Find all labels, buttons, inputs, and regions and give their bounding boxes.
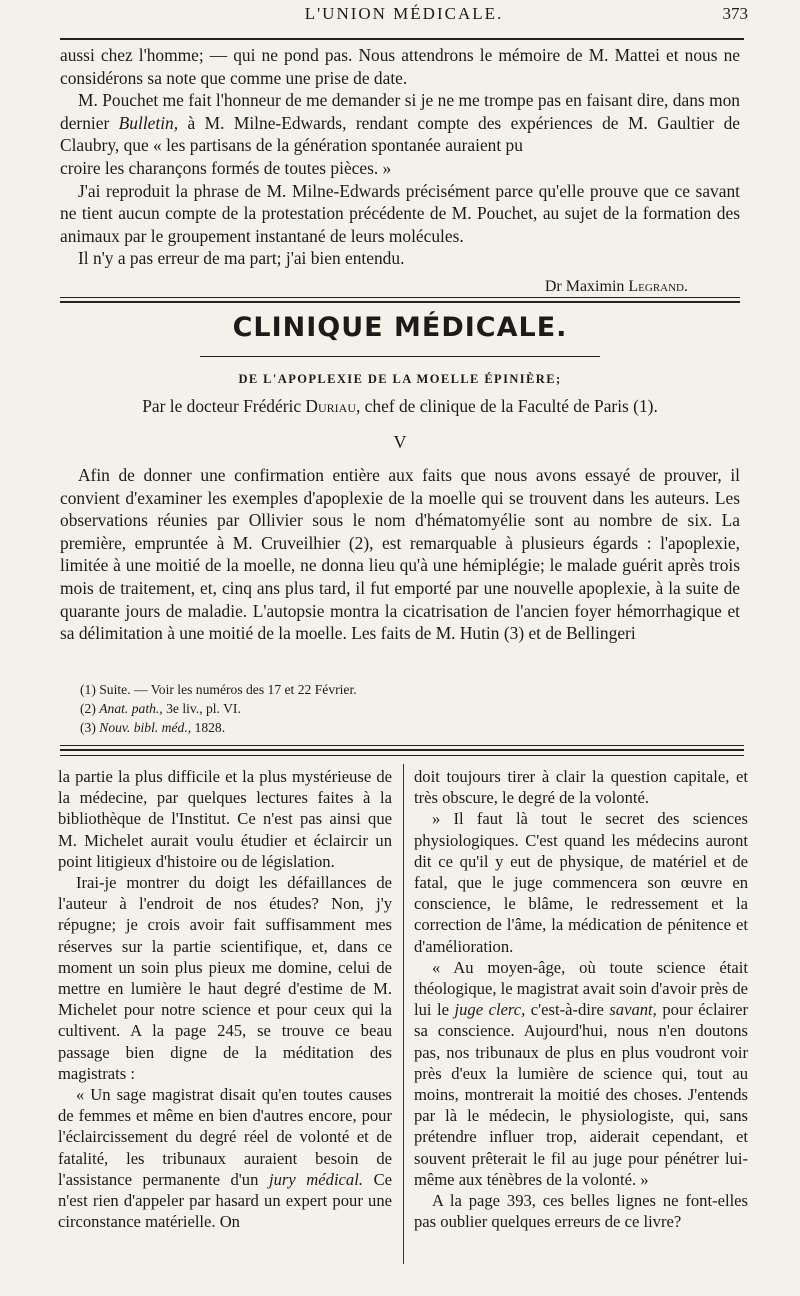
- signature: [60, 276, 740, 299]
- article-title: DE L'APOPLEXIE DE LA MOELLE ÉPINIÈRE;: [238, 372, 562, 386]
- text: à M. Milne-Edwards, rendant compte des expériences de M. Gaultier de Claubry, que « les partisans de la génération spontanée auraient pu: [60, 112, 740, 156]
- author-name: Duriau: [305, 396, 356, 416]
- feuilleton-rule-top-3: [60, 755, 744, 756]
- paragraph: [414, 957, 748, 1190]
- paragraph: Il n'y a pas erreur de ma part; j'ai bien entendu.: [78, 248, 405, 269]
- paragraph: » Il faut là tout le secret des sciences physiologiques. C'est quand les médecins auront dit ce qu'il y eut de physique, de matériel et de fatal, que le juge commencera son œuvre en conscience, le blâme, le redressement et la correction de l'âme, la médication de pénitence et d'amélioration.: [414, 809, 748, 956]
- article-body: [60, 464, 740, 645]
- running-header: [60, 4, 748, 34]
- feuilleton-rule-top: [60, 745, 744, 746]
- byline-text: , chef de clinique de la Faculté de Paris (1).: [355, 396, 658, 416]
- paragraph: doit toujours tirer à clair la question capitale, et très obscure, le degré de la volonté.: [414, 767, 748, 808]
- byline-text: Par le docteur Frédéric: [142, 396, 306, 416]
- section-rule-top: [60, 297, 740, 298]
- italic-text: juge clerc,: [454, 1000, 526, 1020]
- column-divider: [403, 764, 404, 1264]
- quote-text: Ce n'est rien d'appeler par hasard un expert pour une circonstance matérielle. On: [58, 1169, 393, 1232]
- italic-text: jury médical.: [268, 1169, 363, 1189]
- text: M. Pouchet me fait l'honneur de me demander si je ne me trompe pas en faisant dire, dans mon dernier: [60, 90, 740, 133]
- footnote-number: (2): [80, 701, 100, 716]
- footnote-text: , 3e liv., pl. VI.: [159, 701, 241, 716]
- paragraph: Irai-je montrer du doigt les défaillances de l'auteur à l'endroit de nos études? Non, j'y répugne; je crois avoir fait suffisamment mes réserves sur la partie scientifique, et, dans ce moment un soin plus pieux me domine, celui de mettre en lumière le haut degré d'estime de M. Michelet pour notre science et pour ceux qui la cultivent. A la page 245, se trouve ce beau passage bien digne de la méditation des magistrats :: [58, 873, 392, 1083]
- paragraph: J'ai reproduit la phrase de M. Milne-Edwards précisément parce qu'elle prouve que ce savant ne tient aucun compte de la protestation précédente de M. Pouchet, au sujet de la formation des animaux par le groupement instantané de leurs molécules.: [60, 180, 740, 246]
- quote-text: « Un sage magistrat disait qu'en toutes causes de femmes et même en bien d'autres encore, pour l'éclaircissement du degré réel de volonté et de fatalité, les tribunaux auraient besoin de l'assistance permanente d'un: [58, 1085, 392, 1189]
- footnote: [80, 699, 700, 718]
- footnote: [80, 718, 700, 737]
- paragraph: Afin de donner une confirmation entière aux faits que nous avons essayé de prouver, il convient d'examiner les exemples d'apoplexie de la moelle qui se trouvent dans les auteurs. Les observations réunies par Ollivier sous le nom d'hématomyélie sont au nombre de six. La première, empruntée à M. Cruveilhier (2), est remarquable à plusieurs égards : l'apoplexie, limitée à une moitié de la moelle, ne donna lieu qu'à une hémiplégie; le malade guérit après trois mois de traitement, et, cinq ans plus tard, il fut emporté par une nouvelle apoplexie, à la suite de quarante jours de maladie. L'autopsie montra la cicatrisation de l'ancien foyer hémorrhagique et sa délimitation à une moitié de la moelle. Les faits de M. Hutin (3) et de Bellingeri: [60, 465, 740, 644]
- feuilleton-rule-top-2: [60, 749, 744, 751]
- chapter-numeral: V: [393, 432, 407, 452]
- signature-prefix: Dr Maximin: [544, 277, 629, 295]
- paragraph: [58, 1084, 392, 1232]
- paragraph: A la page 393, ces belles lignes ne font-elles pas oublier quelques erreurs de ce livre?: [414, 1191, 748, 1232]
- footnote-title: Nouv. bibl. méd.: [99, 720, 188, 735]
- section-title: CLINIQUE MÉDICALE.: [232, 312, 568, 343]
- feuilleton-right-column: [414, 766, 748, 1232]
- quote-text: « Au moyen-âge, où toute science était théologique, le magistrat avait soin d'avoir près de lui le: [414, 957, 748, 1020]
- header-rule: [60, 38, 744, 40]
- paragraph: [60, 89, 740, 157]
- footnote: (1) Suite. — Voir les numéros des 17 et 22 Février.: [80, 682, 357, 697]
- feuilleton-left-column: [58, 766, 392, 1232]
- italic-text: Bulletin,: [118, 112, 179, 133]
- quote-text: c'est-à-dire: [525, 1000, 610, 1020]
- section-title-underline: [200, 356, 600, 357]
- header-title: L'UNION MÉDICALE.: [304, 4, 504, 23]
- quote-text: pour éclairer sa conscience. Aujourd'hui, nous n'en doutons pas, nos tribunaux de plus en plus voudront voir près d'eux la lumière de science qui, tout au moins, montrerait la moitié des choses. J'entends par là le médecin, le physiologiste, qui, sans prétendre influer trop, aiderait cependant, et souvent prêterait le fil au juge pour pénétrer lui-même aux ténèbres de la volonté. »: [414, 1000, 748, 1189]
- footnotes: [80, 680, 700, 737]
- letter-continuation: [60, 44, 740, 299]
- article-byline: [60, 396, 740, 417]
- footnote-number: (3): [80, 720, 100, 735]
- signature-surname: Legrand.: [628, 277, 688, 295]
- footnote-title: Anat. path.: [99, 701, 160, 716]
- paragraph: aussi chez l'homme; — qui ne pond pas. Nous attendrons le mémoire de M. Mattei et nous ne considérons sa note que comme une prise de date.: [60, 45, 740, 88]
- page-number: 373: [722, 4, 748, 23]
- section-rule-top-2: [60, 301, 740, 303]
- footnote-text: , 1828.: [187, 720, 226, 735]
- italic-text: savant,: [609, 1000, 657, 1020]
- paragraph: croire les charançons formés de toutes pièces. »: [60, 157, 392, 178]
- paragraph: la partie la plus difficile et la plus mystérieuse de la médecine, par quelques lectures faites à la bibliothèque de l'Institut. Ce n'est pas ainsi que M. Michelet aurait voulu étudier et éclaircir un point litigieux d'histoire ou de législation.: [58, 767, 392, 871]
